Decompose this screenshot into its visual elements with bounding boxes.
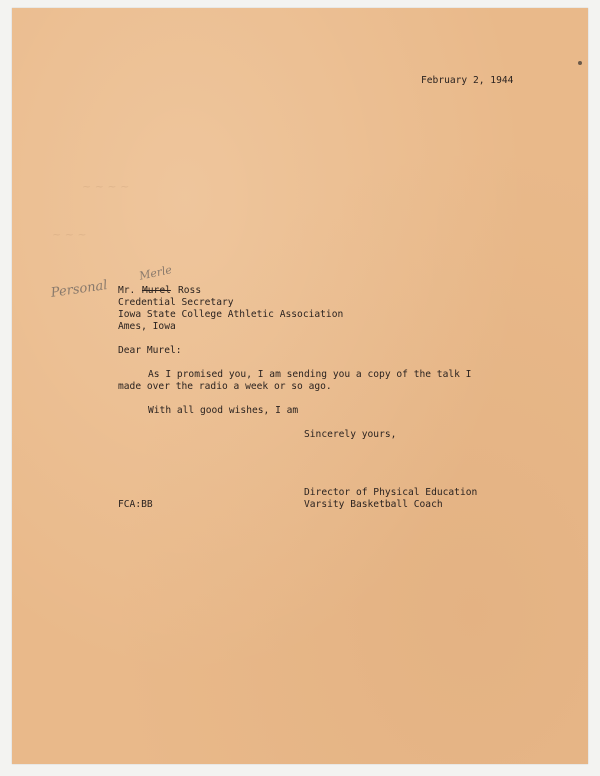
letter-date: February 2, 1944 xyxy=(421,75,514,86)
letter-sheet xyxy=(12,8,588,764)
paper-mark xyxy=(578,61,582,65)
reference-initials: FCA:BB xyxy=(118,499,153,510)
recipient-organization: Iowa State College Athletic Association xyxy=(118,309,344,320)
recipient-title: Credential Secretary xyxy=(118,297,234,308)
signoff: Sincerely yours, xyxy=(304,429,397,440)
recipient-last-name: Ross xyxy=(178,285,202,296)
closing-line: With all good wishes, I am xyxy=(148,405,299,416)
recipient-prefix: Mr. xyxy=(118,285,136,296)
faint-show-through-text: ~ ~ ~ ~ xyxy=(82,180,130,193)
faint-show-through-text: ~ ~ ~ xyxy=(52,228,87,241)
signature-title-1: Director of Physical Education xyxy=(304,487,478,498)
signature-title-2: Varsity Basketball Coach xyxy=(304,499,443,510)
recipient-city: Ames, Iowa xyxy=(118,321,176,332)
recipient-first-name-typed: Murel xyxy=(142,285,171,296)
handwritten-name-correction: Merle xyxy=(138,263,174,283)
salutation: Dear Murel: xyxy=(118,345,182,356)
handwritten-personal-note: Personal xyxy=(50,278,109,301)
body-line-1: As I promised you, I am sending you a copy of the talk I xyxy=(148,369,472,380)
body-line-2: made over the radio a week or so ago. xyxy=(118,381,332,392)
